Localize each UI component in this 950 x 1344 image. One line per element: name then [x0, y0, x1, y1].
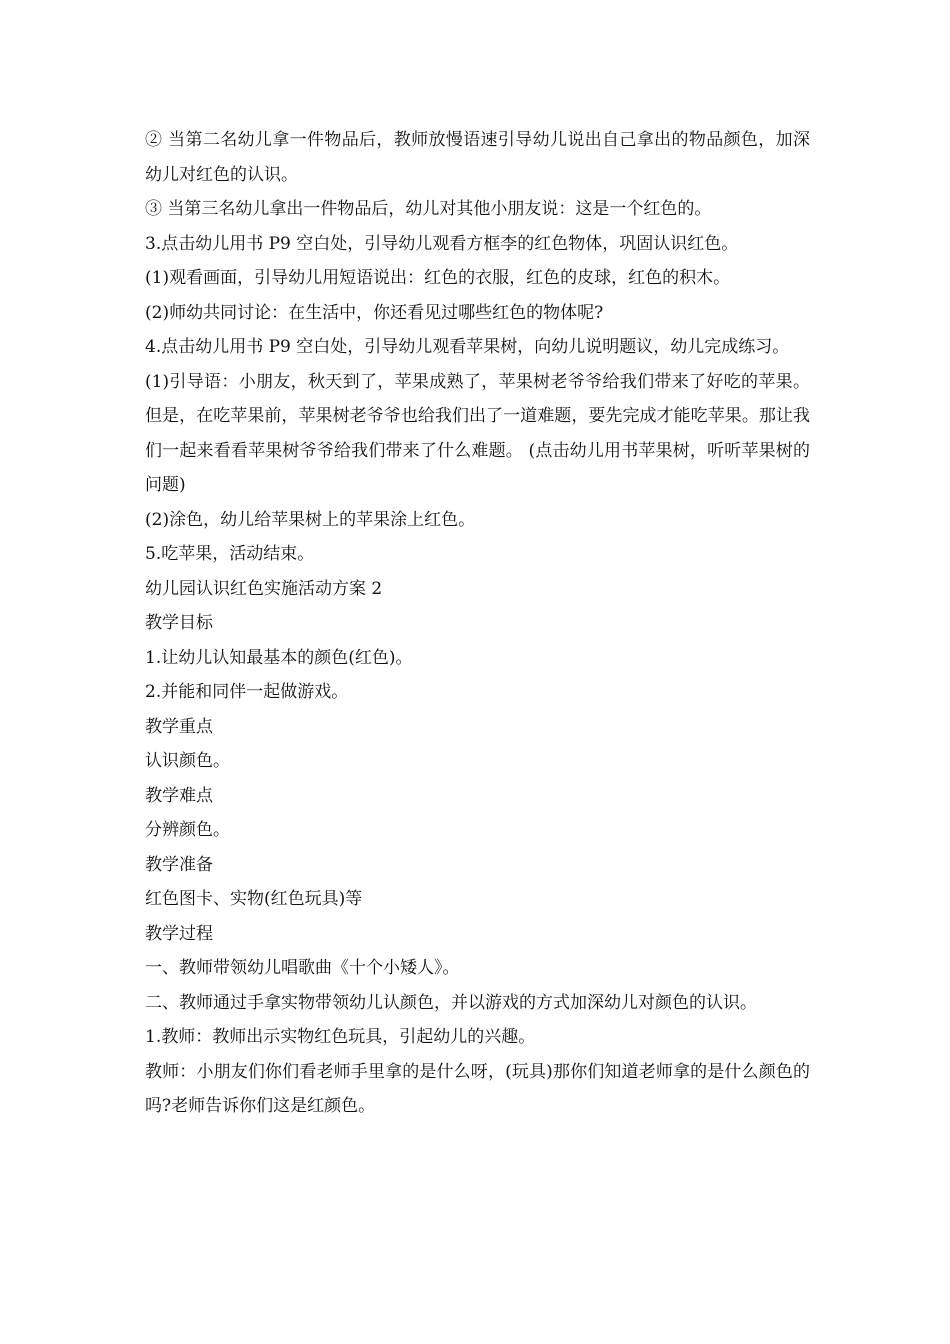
document-body: [145, 123, 810, 1124]
heading-key-points: 教学重点: [145, 716, 213, 737]
paragraph-step-3: ③ 当第三名幼儿拿出一件物品后，幼儿对其他小朋友说：这是一个红色的。: [145, 199, 712, 219]
section-title: 幼儿园认识红色实施活动方案 2: [145, 578, 383, 599]
heading-preparation: 教学准备: [145, 854, 213, 875]
process-step-2-1: 1.教师：教师出示实物红色玩具，引起幼儿的兴趣。: [145, 1027, 536, 1047]
paragraph-activity-4-2: (2)涂色，幼儿给苹果树上的苹果涂上红色。: [145, 509, 476, 530]
heading-teaching-goals: 教学目标: [145, 613, 213, 633]
paragraph-activity-3-2: (2)师幼共同讨论：在生活中，你还看见过哪些红色的物体呢?: [145, 302, 604, 323]
key-points-text: 认识颜色。: [145, 751, 230, 771]
paragraph-activity-5: 5.吃苹果，活动结束。: [145, 544, 315, 564]
process-step-2: 二、教师通过手拿实物带领幼儿认颜色，并以游戏的方式加深幼儿对颜色的认识。: [145, 992, 757, 1013]
preparation-text: 红色图卡、实物(红色玩具)等: [145, 889, 363, 909]
goal-item-1: 1.让幼儿认知最基本的颜色(红色)。: [145, 647, 413, 668]
goal-item-2: 2.并能和同伴一起做游戏。: [145, 682, 349, 702]
heading-difficulties: 教学难点: [145, 785, 213, 806]
teacher-dialogue: 教师：小朋友们你们看老师手里拿的是什么呀，(玩具)那你们知道老师拿的是什么颜色的吗?老师告诉你们这是红颜色。: [145, 1061, 810, 1116]
paragraph-activity-3-1: (1)观看画面，引导幼儿用短语说出：红色的衣服，红色的皮球，红色的积木。: [145, 268, 731, 288]
paragraph-step-2: ② 当第二名幼儿拿一件物品后，教师放慢语速引导幼儿说出自己拿出的物品颜色，加深幼儿对红色的认识。: [145, 130, 810, 185]
heading-process: 教学过程: [145, 923, 213, 944]
paragraph-activity-4-1: (1)引导语：小朋友，秋天到了，苹果成熟了，苹果树老爷爷给我们带来了好吃的苹果。但是，在吃苹果前，苹果树老爷爷也给我们出了一道难题，要先完成才能吃苹果。那让我们一起来看看苹果树爷爷给我们带来了什么难题。 (点击幼儿用书苹果树，听听苹果树的问题): [145, 371, 810, 495]
difficulties-text: 分辨颜色。: [145, 820, 230, 840]
process-step-1: 一、教师带领幼儿唱歌曲《十个小矮人》。: [145, 958, 460, 978]
paragraph-activity-3: 3.点击幼儿用书 P9 空白处，引导幼儿观看方框李的红色物体，巩固认识红色。: [145, 233, 739, 254]
paragraph-activity-4: 4.点击幼儿用书 P9 空白处，引导幼儿观看苹果树，向幼儿说明题议，幼儿完成练习。: [145, 337, 790, 357]
